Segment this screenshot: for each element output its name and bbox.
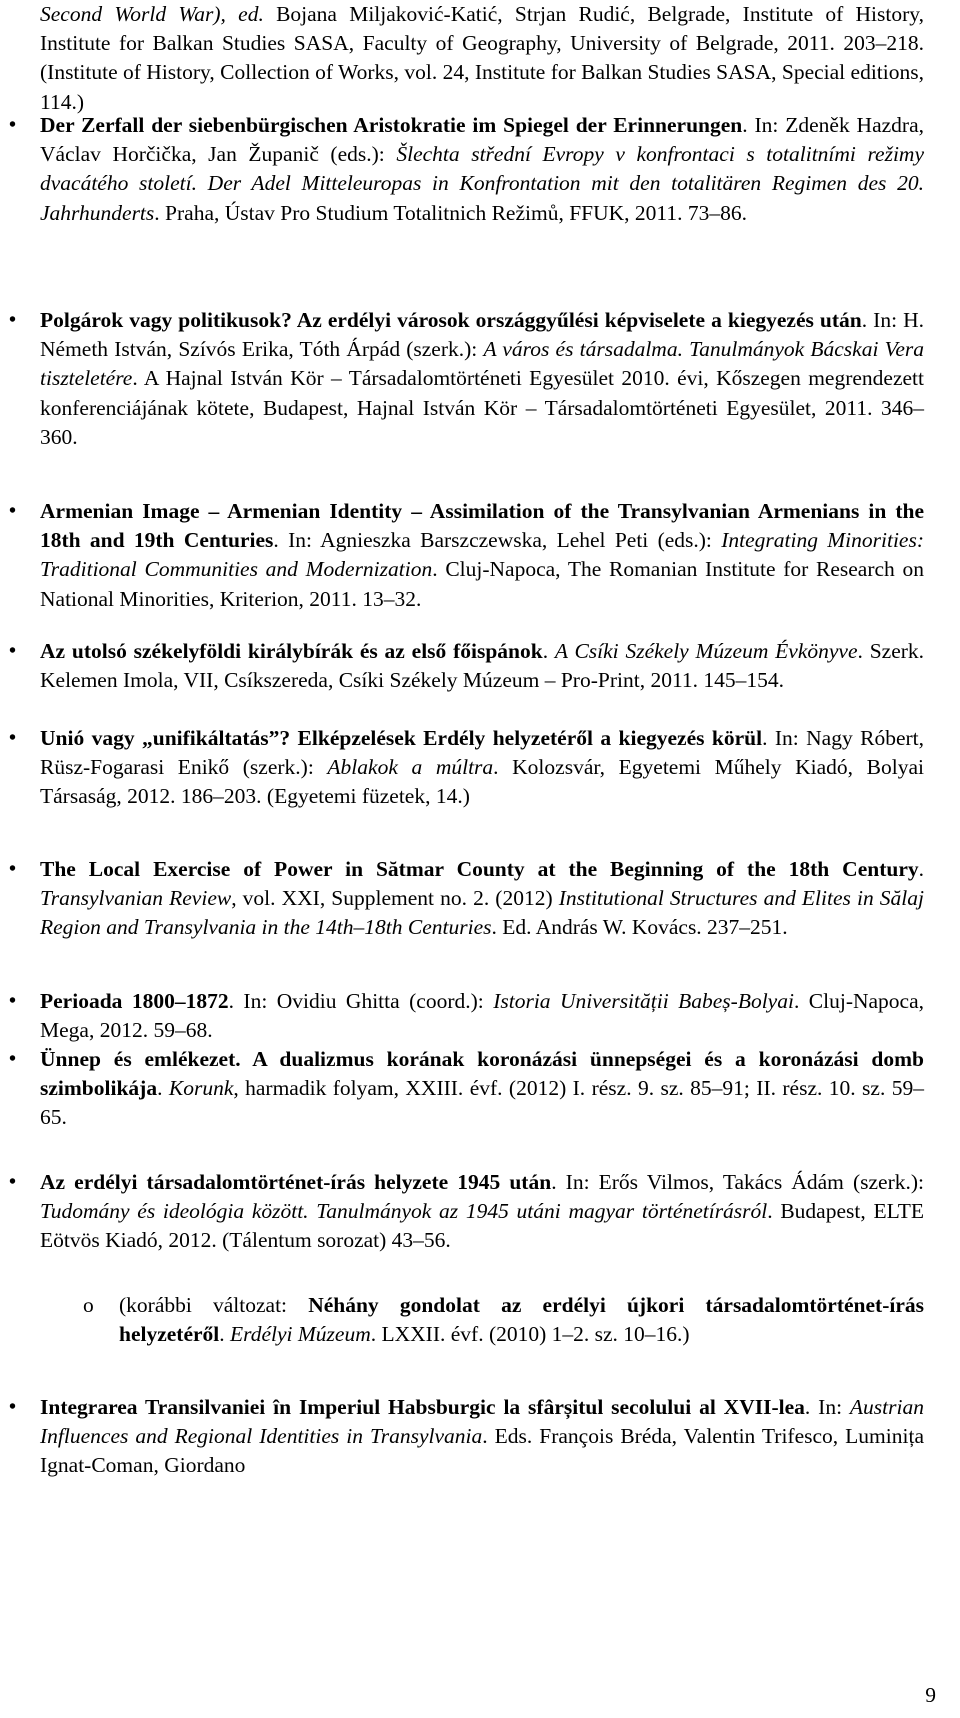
citation-title: Az utolsó székelyföldi királybírák és az első főispánok (40, 639, 543, 663)
bullet-marker: • (9, 1048, 17, 1070)
citation-source: Second World War), ed. (40, 2, 277, 26)
citation-text: . In: (804, 1395, 850, 1419)
citation-title: Armenian Image – Armenian Identity – Assimilation of the Transylvanian Armenians in the 18th and 19th Centuries (40, 499, 924, 553)
citation-text: . Kolozsvár, Egyetemi Műhely Kiadó, Bolyai Társaság, 2012. 186–203. (Egyetemi füzetek, 14.) (40, 755, 924, 809)
citation-item (9, 987, 925, 1045)
bullet-marker: • (9, 1396, 17, 1418)
citation-text: . Budapest, ELTE Eötvös Kiadó, 2012. (Tálentum sorozat) 43–56. (40, 1199, 924, 1253)
citation-text: . Szerk. Kelemen Imola, VII, Csíkszereda, Csíki Székely Múzeum – Pro-Print, 2011. 145–154. (40, 639, 925, 693)
citation-title: Integrarea Transilvaniei în Imperiul Habsburgic la sfârșitul secolului al XVII-lea (40, 1395, 805, 1419)
bullet-marker: • (9, 727, 17, 749)
page-number: 9 (925, 1683, 936, 1707)
citation-title: Néhány gondolat az erdélyi újkori társadalomtörténet-írás helyzetéről (119, 1293, 925, 1347)
citation-source: Erdélyi Múzeum (230, 1322, 371, 1347)
citation-source: Transylvanian Review (40, 886, 232, 911)
citation-sub-item (83, 1291, 925, 1349)
bullet-marker: • (9, 640, 17, 662)
bullet-marker: • (9, 114, 17, 136)
citation-text: . In: Ovidiu Ghitta (coord.): (228, 989, 494, 1013)
citation-text: . (219, 1322, 231, 1347)
sub-bullet-marker: o (83, 1293, 94, 1317)
citation-title: Polgárok vagy politikusok? Az erdélyi városok országgyűlési képviselete a kiegyezés után (40, 308, 862, 332)
bullet-marker: • (9, 858, 17, 880)
citation-source: Austrian Influences and Regional Identities in Transylvania (40, 1395, 924, 1449)
citation-text: . Cluj-Napoca, The Romanian Institute for Research on National Minorities, Kriterion, 2011. 13–32. (40, 557, 924, 611)
citation-text: . In: H. Németh István, Szívós Erika, Tóth Árpád (szerk.): (40, 308, 924, 362)
citation-text: . Eds. François Bréda, Valentin Trifesco, Luminița Ignat-Coman, Giordano (40, 1424, 924, 1478)
bullet-marker: • (9, 990, 17, 1012)
citation-source: Ablakok a múltra (327, 755, 494, 780)
citation-item (9, 497, 925, 614)
citation-item (9, 1168, 924, 1256)
citation-source: Šlechta střední Evropy v konfrontaci s totalitními režimy dvacátého století. Der Adel Mitteleuropas in Konfrontation mit den totalitären Regimen des 20. Jahrhunderts (40, 142, 924, 225)
citation-source: A város és társadalma. Tanulmányok Bácskai Vera tiszteletére (40, 337, 924, 391)
citation-source: Istoria Universității Babeș-Bolyai (493, 989, 794, 1013)
citation-item (9, 1393, 924, 1481)
citation-text: . In: Agnieszka Barszczewska, Lehel Peti (eds.): (273, 528, 722, 553)
citation-source: A Csíki Székely Múzeum Évkönyve (554, 639, 858, 663)
citation-text: . Ed. András W. Kovács. 237–251. (491, 915, 788, 940)
citation-text: . In: Nagy Róbert, Rüsz-Fogarasi Enikő (szerk.): (40, 726, 924, 780)
citation-item (9, 855, 924, 943)
citation-title: The Local Exercise of Power in Sătmar County at the Beginning of the 18th Century (40, 857, 919, 881)
citation-title: Unió vagy „unifikáltatás”? Elképzelések Erdély helyzetéről a kiegyezés körül (40, 726, 763, 750)
citation-item (9, 1045, 924, 1133)
citation-text: (korábbi változat: (119, 1293, 309, 1317)
citation-item (9, 637, 925, 695)
citation-title: Perioada 1800–1872 (40, 989, 229, 1013)
citation-item (9, 111, 924, 228)
citation-title: Az erdélyi társadalomtörténet-írás helyzete 1945 után (40, 1170, 552, 1194)
citation-text: . In: Erős Vilmos, Takács Ádám (szerk.): (551, 1170, 924, 1194)
citation-text: . Cluj-Napoca, Mega, 2012. 59–68. (40, 989, 925, 1043)
citation-source: Institutional Structures and Elites in Sălaj Region and Transylvania in the 14th–18th Centuries (40, 886, 924, 940)
citation-source: Integrating Minorities: Traditional Communities and Modernization (40, 528, 925, 582)
citation-text: . Praha, Ústav Pro Studium Totalitnich Režimů, FFUK, 2011. 73–86. (154, 200, 748, 225)
bullet-marker: • (9, 1171, 17, 1193)
citation-text: Bojana Miljaković-Katić, Strjan Rudić, Belgrade, Institute of History, Institute for Balkan Studies SASA, Faculty of Geography, University of Belgrade, 2011. 203–218. (Institute of History, Collection of Works, vol. 24, Institute for Balkan Studies SASA, Special editions, 114.) (40, 2, 924, 114)
bullet-marker: • (9, 500, 17, 522)
citation-source: Tudomány és ideológia között. Tanulmányok az 1945 utáni magyar történetírásról (40, 1199, 768, 1224)
citation-source: Korunk (168, 1076, 234, 1101)
citation-text: . In: Zdeněk Hazdra, Václav Horčička, Jan Županič (eds.): (40, 113, 924, 167)
citation-continued (40, 0, 924, 117)
citation-item (9, 724, 924, 812)
citation-title: Der Zerfall der siebenbürgischen Aristokratie im Spiegel der Erinnerungen (40, 113, 743, 137)
citation-text: , vol. XXI, Supplement no. 2. (2012) (231, 886, 559, 911)
citation-title: Ünnep és emlékezet. A dualizmus korának koronázási ünnepségei és a koronázási domb szimbolikája (40, 1047, 924, 1101)
bullet-marker: • (9, 309, 17, 331)
citation-text: , harmadik folyam, XXIII. évf. (2012) I. rész. 9. sz. 85–91; II. rész. 10. sz. 59–65. (40, 1076, 924, 1130)
citation-item (9, 306, 924, 452)
citation-text: . LXXII. évf. (2010) 1–2. sz. 10–16.) (370, 1322, 690, 1347)
citation-text: . (157, 1076, 169, 1101)
citation-text: . (542, 639, 555, 663)
citation-text: . (918, 857, 924, 881)
citation-text: . A Hajnal István Kör – Társadalomtörténeti Egyesület 2010. évi, Kőszegen megrendezett konferenciájának kötete, Budapest, Hajnal István Kör – Társadalomtörténeti Egyesület, 2011. 346–360. (40, 366, 924, 449)
